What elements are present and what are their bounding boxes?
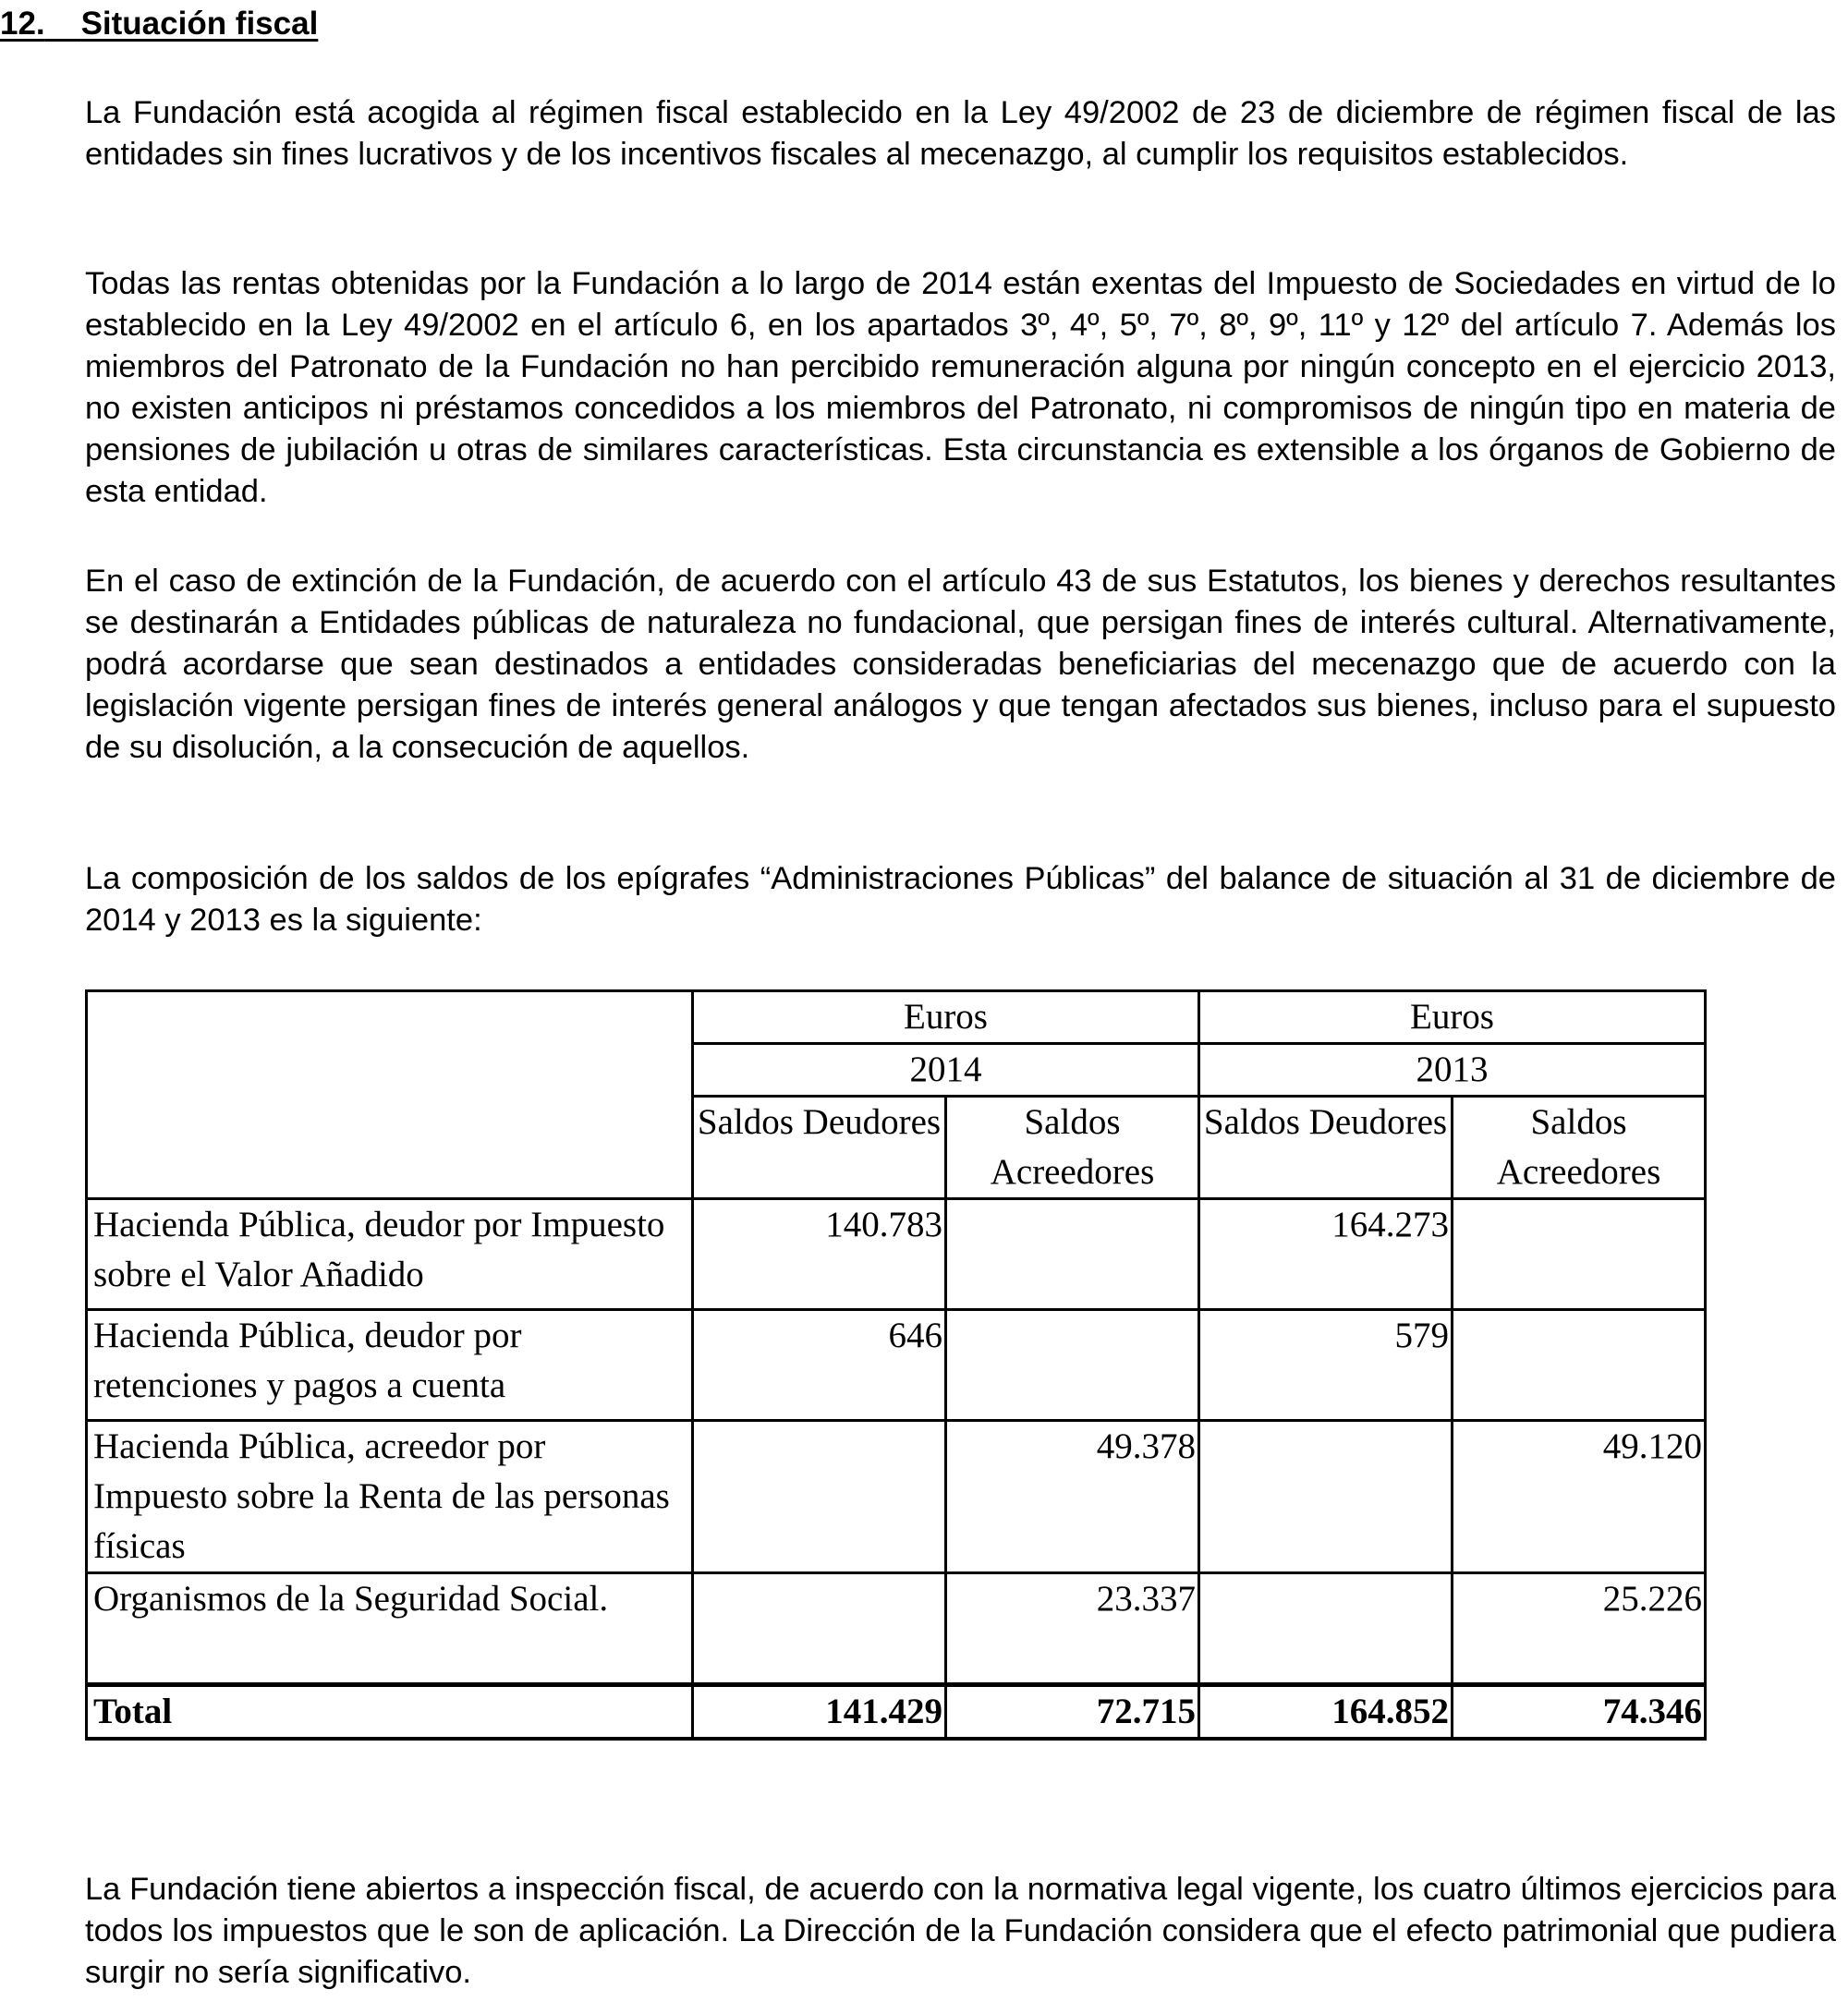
- header-year-2013: 2013: [1199, 1044, 1706, 1097]
- cell-deudores-2013: 164.273: [1199, 1199, 1453, 1310]
- row-concept: Hacienda Pública, deudor por retenciones y pagos a cuenta: [87, 1310, 693, 1421]
- cell-acreedores-2013: [1453, 1199, 1706, 1310]
- table-header-currency-row: [87, 991, 1706, 1044]
- total-acreedores-2014: 72.715: [946, 1685, 1199, 1740]
- row-concept: Hacienda Pública, acreedor por Impuesto sobre la Renta de las personas físicas: [87, 1421, 693, 1573]
- table-row: [87, 1573, 1706, 1685]
- cell-deudores-2014: [693, 1421, 946, 1573]
- cell-deudores-2013: 579: [1199, 1310, 1453, 1421]
- cell-acreedores-2013: [1453, 1310, 1706, 1421]
- total-label: Total: [87, 1685, 693, 1740]
- header-currency-2013: Euros: [1199, 991, 1706, 1044]
- row-concept: Organismos de la Seguridad Social.: [87, 1573, 693, 1685]
- cell-deudores-2013: [1199, 1573, 1453, 1685]
- cell-deudores-2014: [693, 1573, 946, 1685]
- total-deudores-2014: 141.429: [693, 1685, 946, 1740]
- paragraph-table-intro: La composición de los saldos de los epígrafes “Administraciones Públicas” del balance de situación al 31 de diciembre de 2014 y 2013 es la siguiente:: [85, 861, 1836, 938]
- section-heading: [0, 4, 318, 44]
- header-deudores-2014: Saldos Deudores: [693, 1097, 946, 1199]
- cell-acreedores-2014: 49.378: [946, 1421, 1199, 1573]
- paragraph-fiscal-regime: La Fundación está acogida al régimen fiscal establecido en la Ley 49/2002 de 23 de diciembre de régimen fiscal de las entidades sin fines lucrativos y de los incentivos fiscales al mecenazgo, al cumplir los requisitos establecidos.: [85, 95, 1836, 172]
- header-year-2014: 2014: [693, 1044, 1199, 1097]
- cell-deudores-2014: 646: [693, 1310, 946, 1421]
- cell-acreedores-2014: 23.337: [946, 1573, 1199, 1685]
- cell-acreedores-2014: [946, 1199, 1199, 1310]
- header-currency-2014: Euros: [693, 991, 1199, 1044]
- row-concept: Hacienda Pública, deudor por Impuesto sobre el Valor Añadido: [87, 1199, 693, 1310]
- section-number: 12.: [0, 6, 45, 42]
- cell-acreedores-2013: 25.226: [1453, 1573, 1706, 1685]
- table-total-row: [87, 1685, 1706, 1740]
- section-title: Situación fiscal: [80, 6, 319, 42]
- paragraph-exempt-income: Todas las rentas obtenidas por la Fundación a lo largo de 2014 están exentas del Impuesto de Sociedades en virtud de lo establecido en la Ley 49/2002 en el artículo 6, en los apartados 3º, 4º, 5º, 7º, 8º, 9º, 11º y 12º del artículo 7. Además los miembros del Patronato de la Fundación no han percibido remuneración alguna por ningún concepto en el ejercicio 2013, no existen anticipos ni préstamos concedidos a los miembros del Patronato, ni compromisos de ningún tipo en materia de pensiones de jubilación u otras de similares características. Esta circunstancia es extensible a los órganos de Gobierno de esta entidad.: [85, 266, 1836, 509]
- public-administrations-table: [85, 989, 1707, 1741]
- table-row: [87, 1421, 1706, 1573]
- header-acreedores-2013: Saldos Acreedores: [1453, 1097, 1706, 1199]
- table-row: [87, 1199, 1706, 1310]
- total-acreedores-2013: 74.346: [1453, 1685, 1706, 1740]
- paragraph-inspection: La Fundación tiene abiertos a inspección fiscal, de acuerdo con la normativa legal vigente, los cuatro últimos ejercicios para todos los impuestos que le son de aplicación. La Dirección de la Fundación considera que el efecto patrimonial que pudiera surgir no sería significativo.: [85, 1872, 1836, 1990]
- cell-deudores-2014: 140.783: [693, 1199, 946, 1310]
- header-deudores-2013: Saldos Deudores: [1199, 1097, 1453, 1199]
- total-deudores-2013: 164.852: [1199, 1685, 1453, 1740]
- table-row: [87, 1310, 1706, 1421]
- cell-acreedores-2014: [946, 1310, 1199, 1421]
- cell-deudores-2013: [1199, 1421, 1453, 1573]
- table-header-blank: [87, 991, 693, 1199]
- cell-acreedores-2013: 49.120: [1453, 1421, 1706, 1573]
- header-acreedores-2014: Saldos Acreedores: [946, 1097, 1199, 1199]
- paragraph-extinction: En el caso de extinción de la Fundación, de acuerdo con el artículo 43 de sus Estatutos, los bienes y derechos resultantes se destinarán a Entidades públicas de naturaleza no fundacional, que persigan fines de interés cultural. Alternativamente, podrá acordarse que sean destinados a entidades consideradas beneficiarias del mecenazgo que de acuerdo con la legislación vigente persigan fines de interés general análogos y que tengan afectados sus bienes, incluso para el supuesto de su disolución, a la consecución de aquellos.: [85, 564, 1836, 765]
